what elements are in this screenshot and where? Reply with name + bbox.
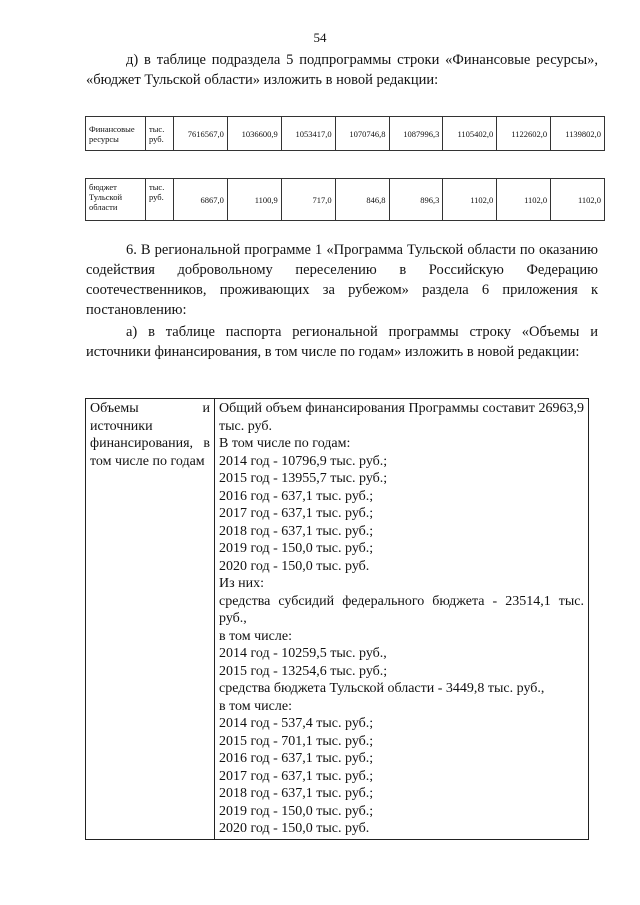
funding-line: 2016 год - 637,1 тыс. руб.; <box>219 488 374 504</box>
cell-value: 1053417,0 <box>281 117 335 151</box>
table-financial-resources <box>85 116 605 151</box>
funding-line: 2019 год - 150,0 тыс. руб.; <box>219 541 374 556</box>
funding-line: 2020 год - 150,0 тыс. руб. <box>219 558 370 574</box>
cell-value: 896,3 <box>389 179 443 221</box>
funding-line: В том числе по годам: <box>219 436 351 451</box>
paragraph-d: д) в таблице подраздела 5 подпрограммы строки «Финансовые ресурсы», «бюджет Тульской области» изложить в новой редакции: <box>86 52 598 88</box>
funding-line: 2015 год - 13955,7 тыс. руб.; <box>219 471 388 486</box>
table-row <box>86 179 605 221</box>
row-unit: тыс. руб. <box>146 117 174 151</box>
cell-value: 1102,0 <box>443 179 497 221</box>
funding-line: 2015 год - 13254,6 тыс. руб.; <box>219 663 388 679</box>
funding-line: 2017 год - 637,1 тыс. руб.; <box>219 768 374 784</box>
cell-value: 7616567,0 <box>174 117 228 151</box>
passport-table <box>85 398 589 840</box>
row-label: Финансовые ресурсы <box>86 117 146 151</box>
row-label: бюджет Тульской области <box>86 179 146 221</box>
cell-value: 1070746,8 <box>335 117 389 151</box>
federal-subsidies: средства субсидий федерального бюджета - 23514,1 тыс. руб., <box>219 593 584 626</box>
funding-line: 2014 год - 10796,9 тыс. руб.; <box>219 453 388 469</box>
cell-value: 717,0 <box>281 179 335 221</box>
funding-line: 2016 год - 637,1 тыс. руб.; <box>219 751 374 766</box>
funding-line: 2014 год - 10259,5 тыс. руб., <box>219 646 387 661</box>
passport-row-label: Объемы и источники финансирования, в том числе по годам <box>86 399 215 840</box>
funding-line: 2015 год - 701,1 тыс. руб.; <box>219 733 374 749</box>
funding-line: 2018 год - 637,1 тыс. руб.; <box>219 523 374 539</box>
table-row <box>86 399 589 840</box>
regional-budget-funds: средства бюджета Тульской области - 3449,8 тыс. руб., <box>219 681 545 696</box>
cell-value: 1102,0 <box>497 179 551 221</box>
funding-line: 2017 год - 637,1 тыс. руб.; <box>219 506 374 521</box>
table-row <box>86 117 605 151</box>
paragraph-a: а) в таблице паспорта региональной программы строку «Объемы и источники финансирования, в том числе по годам» изложить в новой редакции: <box>86 324 598 360</box>
cell-value: 1122602,0 <box>497 117 551 151</box>
cell-value: 846,8 <box>335 179 389 221</box>
funding-line: 2019 год - 150,0 тыс. руб.; <box>219 803 374 819</box>
cell-value: 6867,0 <box>174 179 228 221</box>
funding-line: 2020 год - 150,0 тыс. руб. <box>219 821 370 836</box>
funding-line: Из них: <box>219 576 265 591</box>
row-unit: тыс. руб. <box>146 179 174 221</box>
paragraph-6: 6. В региональной программе 1 «Программа Тульской области по оказанию содействия добровольному переселению в Российскую Федерацию соотечественников, проживающих за рубежом» раздела 6 приложения к постановлению: <box>86 242 598 318</box>
total-financing: Общий объем финансирования Программы составит 26963,9 тыс. руб. <box>219 401 584 434</box>
funding-line: 2018 год - 637,1 тыс. руб.; <box>219 786 374 801</box>
funding-line: в том числе: <box>219 628 292 644</box>
cell-value: 1100,9 <box>227 179 281 221</box>
passport-row-content <box>215 399 589 840</box>
cell-value: 1087996,3 <box>389 117 443 151</box>
table-regional-budget <box>85 178 605 221</box>
cell-value: 1139802,0 <box>551 117 605 151</box>
funding-line: 2014 год - 537,4 тыс. руб.; <box>219 716 374 731</box>
funding-line: в том числе: <box>219 698 292 714</box>
page-number: 54 <box>313 30 327 45</box>
cell-value: 1102,0 <box>551 179 605 221</box>
cell-value: 1105402,0 <box>443 117 497 151</box>
cell-value: 1036600,9 <box>227 117 281 151</box>
